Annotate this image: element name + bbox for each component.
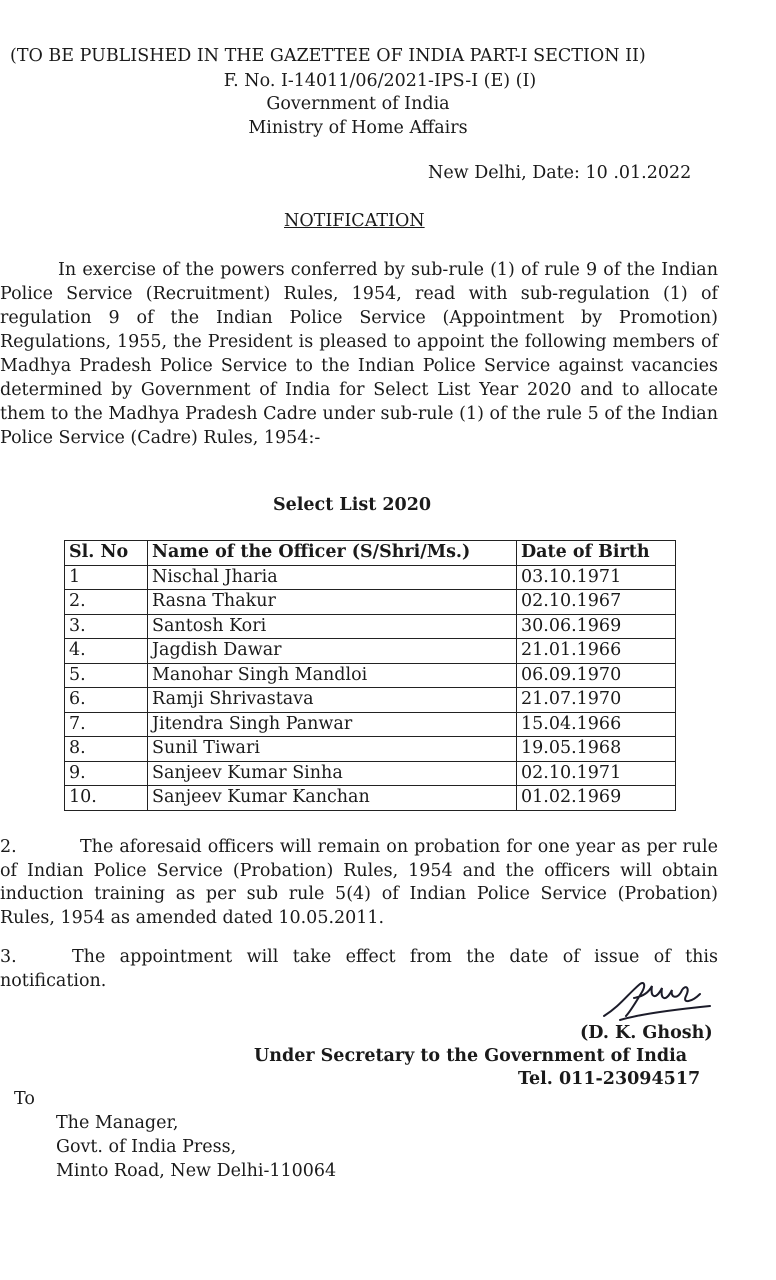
select-list-heading: Select List 2020 [273, 495, 432, 515]
name-cell: Santosh Kori [148, 614, 517, 639]
dob-cell: 19.05.1968 [517, 737, 676, 762]
ministry-name: Ministry of Home Affairs [248, 118, 468, 138]
address-to: To [14, 1089, 35, 1109]
sl-cell: 8. [65, 737, 148, 762]
table-row [65, 737, 676, 762]
column-header: Sl. No [65, 541, 148, 566]
signatory-designation: Under Secretary to the Government of India [254, 1046, 688, 1066]
signatory-tel: Tel. 011-23094517 [518, 1069, 701, 1089]
select-list-table [64, 540, 676, 811]
dob-cell: 21.01.1966 [517, 639, 676, 664]
notification-title: NOTIFICATION [284, 211, 425, 231]
name-cell: Nischal Jharia [148, 565, 517, 590]
dob-cell: 03.10.1971 [517, 565, 676, 590]
paragraph-text: The appointment will take effect from the date of issue of this notification. [0, 947, 718, 991]
table-row [65, 565, 676, 590]
name-cell: Sanjeev Kumar Sinha [148, 761, 517, 786]
gazette-line: (TO BE PUBLISHED IN THE GAZETTEE OF INDIA PART-I SECTION II) [10, 46, 646, 66]
intro-paragraph: In exercise of the powers conferred by sub-rule (1) of rule 9 of the Indian Police Service (Recruitment) Rules, 1954, read with sub-regulation (1) of regulation 9 of the Indian Police Service (Appointment by Promotion) Regulations, 1955, the President is pleased to appoint the following members of Madhya Pradesh Police Service to the Indian Police Service against vacancies determined by Government of India for Select List Year 2020 and to allocate them to the Madhya Pradesh Cadre under sub-rule (1) of the rule 5 of the Indian Police Service (Cadre) Rules, 1954:- [0, 260, 718, 448]
sl-cell: 10. [65, 786, 148, 811]
table-row [65, 761, 676, 786]
table-row [65, 688, 676, 713]
dob-cell: 30.06.1969 [517, 614, 676, 639]
name-cell: Ramji Shrivastava [148, 688, 517, 713]
paragraph-number: 2. [0, 837, 17, 857]
place-date: New Delhi, Date: 10 .01.2022 [428, 163, 692, 183]
sl-cell: 4. [65, 639, 148, 664]
name-cell: Manohar Singh Mandloi [148, 663, 517, 688]
table-row [65, 786, 676, 811]
dob-cell: 02.10.1971 [517, 761, 676, 786]
table-row [65, 590, 676, 615]
table-row [65, 639, 676, 664]
paragraph-2 [0, 836, 718, 930]
column-header: Name of the Officer (S/Shri/Ms.) [148, 541, 517, 566]
name-cell: Rasna Thakur [148, 590, 517, 615]
table-row [65, 614, 676, 639]
government-name: Government of India [266, 94, 450, 114]
column-header: Date of Birth [517, 541, 676, 566]
name-cell: Jagdish Dawar [148, 639, 517, 664]
table-row [65, 712, 676, 737]
signatory-name: (D. K. Ghosh) [580, 1023, 713, 1043]
table-header-row [65, 541, 676, 566]
dob-cell: 02.10.1967 [517, 590, 676, 615]
dob-cell: 01.02.1969 [517, 786, 676, 811]
sl-cell: 2. [65, 590, 148, 615]
sl-cell: 5. [65, 663, 148, 688]
dob-cell: 06.09.1970 [517, 663, 676, 688]
address-line: The Manager, [56, 1113, 179, 1133]
address-line: Minto Road, New Delhi-110064 [56, 1161, 337, 1181]
paragraph-text: The aforesaid officers will remain on probation for one year as per rule of Indian Police Service (Probation) Rules, 1954 and the officers will obtain induction training as per sub rule 5(4) of Indian Police Service (Probation) Rules, 1954 as amended dated 10.05.2011. [0, 837, 718, 928]
signature [600, 976, 720, 1022]
name-cell: Sunil Tiwari [148, 737, 517, 762]
sl-cell: 9. [65, 761, 148, 786]
dob-cell: 15.04.1966 [517, 712, 676, 737]
sl-cell: 3. [65, 614, 148, 639]
dob-cell: 21.07.1970 [517, 688, 676, 713]
file-number: F. No. I-14011/06/2021-IPS-I (E) (I) [223, 71, 537, 91]
sl-cell: 7. [65, 712, 148, 737]
name-cell: Jitendra Singh Panwar [148, 712, 517, 737]
table-row [65, 663, 676, 688]
sl-cell: 1 [65, 565, 148, 590]
address-line: Govt. of India Press, [56, 1137, 237, 1157]
name-cell: Sanjeev Kumar Kanchan [148, 786, 517, 811]
paragraph-number: 3. [0, 947, 17, 967]
sl-cell: 6. [65, 688, 148, 713]
